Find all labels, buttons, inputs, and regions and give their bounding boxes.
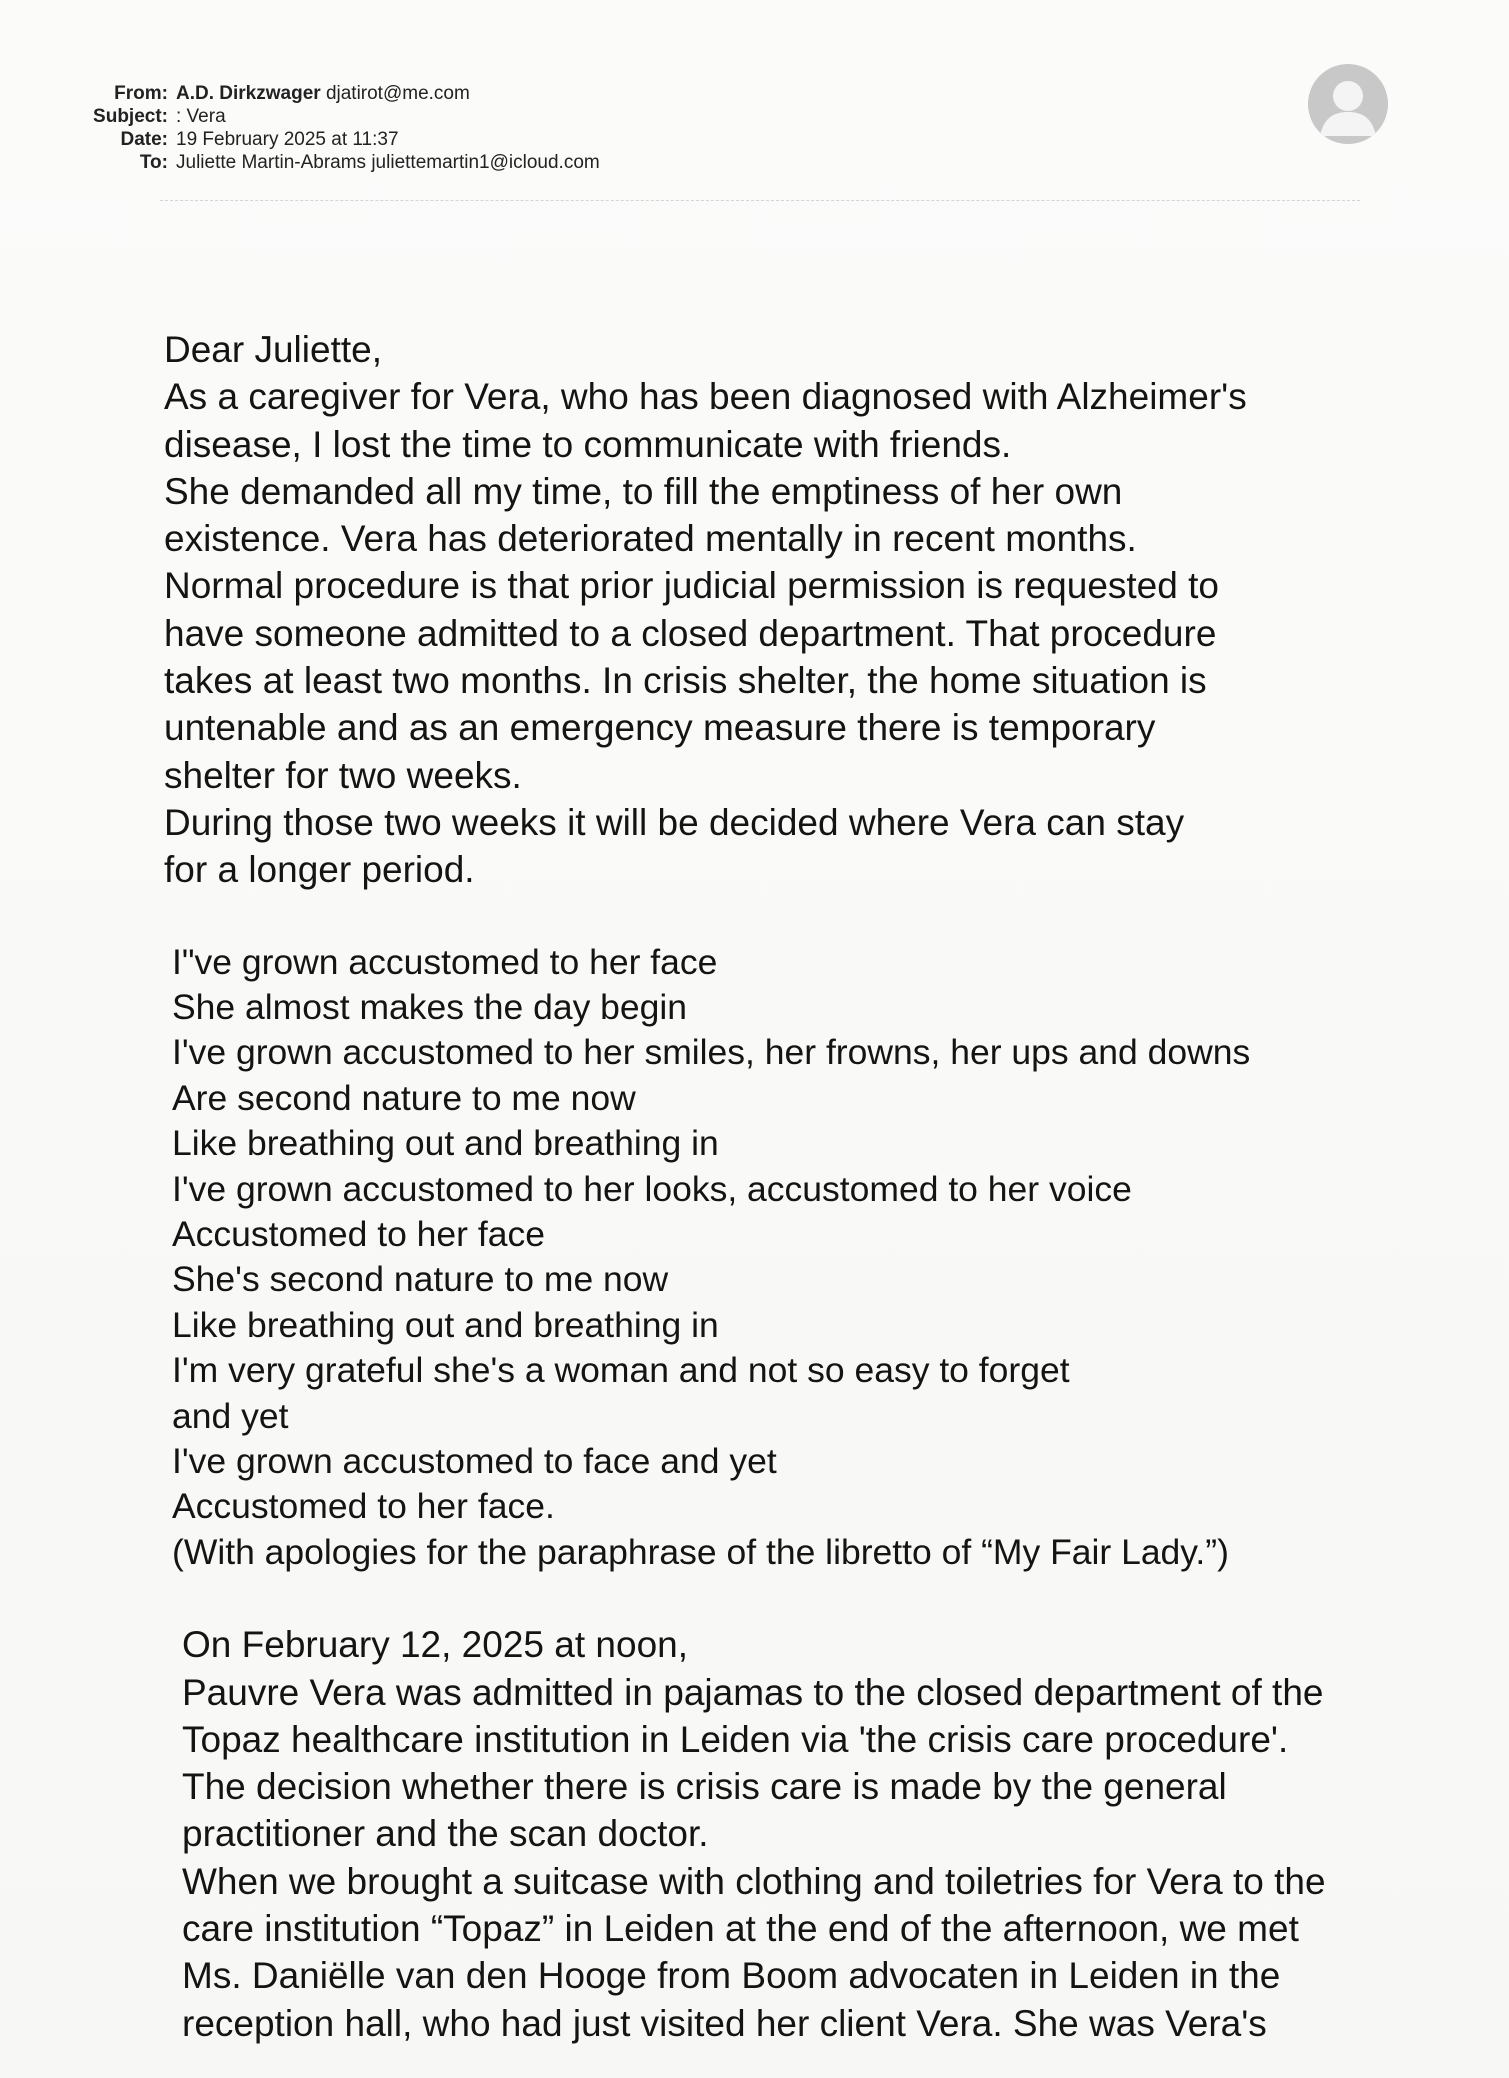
poem-line: I'm very grateful she's a woman and not so easy to forget — [172, 1350, 1070, 1391]
to-row — [60, 151, 600, 174]
date-label: Date: — [120, 129, 168, 150]
text-line: takes at least two months. In crisis shelter, the home situation is — [164, 660, 1207, 702]
poem-line: I"ve grown accustomed to her face — [172, 941, 718, 982]
letter-body — [164, 326, 1464, 2047]
text-line: When we brought a suitcase with clothing and toiletries for Vera to the — [182, 1860, 1326, 1902]
text-line: Ms. Daniëlle van den Hooge from Boom advocaten in Leiden in the — [182, 1955, 1281, 1997]
paragraph-gap — [164, 894, 1464, 940]
poem-line: I've grown accustomed to her looks, accustomed to her voice — [172, 1168, 1132, 1209]
text-line: Pauvre Vera was admitted in pajamas to the closed department of the — [182, 1671, 1324, 1713]
intro-paragraph — [164, 373, 1464, 893]
from-label: From: — [114, 83, 168, 104]
poem-line: Like breathing out and breathing in — [172, 1304, 719, 1345]
text-line: care institution “Topaz” in Leiden at the end of the afternoon, we met — [182, 1908, 1299, 1950]
poem-line: She almost makes the day begin — [172, 986, 688, 1027]
poem-line: and yet — [172, 1395, 289, 1436]
poem-line: (With apologies for the paraphrase of the libretto of “My Fair Lady.”) — [172, 1531, 1229, 1572]
from-email[interactable]: djatirot@me.com — [325, 83, 470, 104]
header-divider — [160, 200, 1360, 201]
poem-line: Accustomed to her face — [172, 1214, 545, 1254]
poem-line: Like breathing out and breathing in — [172, 1123, 719, 1164]
to-value[interactable]: Juliette Martin-Abrams juliettemartin1@icloud.com — [176, 152, 600, 173]
text-line: shelter for two weeks. — [164, 754, 522, 796]
text-line: Normal procedure is that prior judicial permission is requested to — [164, 565, 1219, 607]
text-line: reception hall, who had just visited her client Vera. She was Vera's — [182, 2002, 1267, 2044]
to-label: To: — [139, 152, 168, 173]
poem-line: I've grown accustomed to face and yet — [172, 1441, 777, 1482]
email-header — [60, 82, 600, 174]
text-line: She demanded all my time, to fill the emptiness of her own — [164, 470, 1123, 512]
text-line: As a caregiver for Vera, who has been diagnosed with Alzheimer's — [164, 376, 1247, 418]
subject-label: Subject: — [93, 106, 168, 127]
paragraph-gap — [164, 1575, 1464, 1621]
text-line: untenable and as an emergency measure there is temporary — [164, 707, 1156, 749]
person-silhouette-icon — [1308, 64, 1388, 144]
text-line: disease, I lost the time to communicate with friends. — [164, 423, 1012, 465]
text-line: practitioner and the scan doctor. — [182, 1813, 709, 1855]
poem-line: I've grown accustomed to her smiles, her frowns, her ups and downs — [172, 1032, 1251, 1073]
text-line: The decision whether there is crisis care is made by the general — [182, 1766, 1227, 1808]
subject-value: : Vera — [176, 106, 226, 127]
text-line: During those two weeks it will be decided where Vera can stay — [164, 801, 1185, 843]
poem-line: She's second nature to me now — [172, 1259, 669, 1300]
date-value: 19 February 2025 at 11:37 — [176, 129, 399, 150]
poem-line: Accustomed to her face. — [172, 1486, 555, 1527]
from-value — [176, 82, 470, 105]
subject-row — [60, 105, 600, 128]
text-line: Topaz healthcare institution in Leiden via 'the crisis care procedure'. — [182, 1718, 1289, 1760]
date-row — [60, 128, 600, 151]
greeting: Dear Juliette, — [164, 329, 382, 370]
from-row — [60, 82, 600, 105]
text-line: for a longer period. — [164, 849, 475, 891]
text-line: On February 12, 2025 at noon, — [182, 1624, 689, 1666]
poem-paragraph — [164, 940, 1464, 1576]
poem-line: Are second nature to me now — [172, 1077, 636, 1118]
text-line: have someone admitted to a closed department. That procedure — [164, 612, 1217, 654]
admission-paragraph — [164, 1621, 1464, 2047]
from-name: A.D. Dirkzwager — [176, 83, 321, 104]
text-line: existence. Vera has deteriorated mentally in recent months. — [164, 518, 1137, 560]
